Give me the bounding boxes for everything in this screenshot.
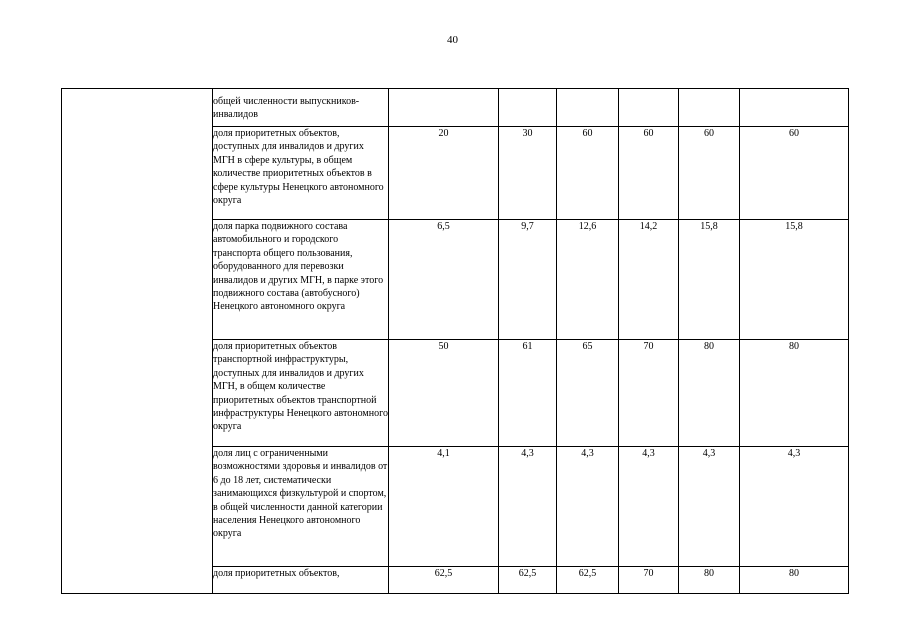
value-cell <box>557 89 619 127</box>
value-cell: 6,5 <box>389 220 499 340</box>
value-cell: 62,5 <box>389 567 499 594</box>
indicator-name: общей численности выпускников-инвалидов <box>213 89 389 127</box>
value-cell <box>619 89 679 127</box>
value-cell: 9,7 <box>499 220 557 340</box>
value-cell: 4,3 <box>557 447 619 567</box>
value-cell: 70 <box>619 567 679 594</box>
value-cell: 12,6 <box>557 220 619 340</box>
value-cell: 80 <box>740 567 849 594</box>
value-cell <box>499 89 557 127</box>
value-cell <box>679 89 740 127</box>
merged-blank-cell <box>62 89 213 594</box>
value-cell: 4,3 <box>740 447 849 567</box>
value-cell: 4,3 <box>679 447 740 567</box>
value-cell: 60 <box>557 127 619 220</box>
indicator-name: доля приоритетных объектов, <box>213 567 389 594</box>
indicator-name: доля парка подвижного состава автомобильного и городского транспорта общего пользования, оборудованного для перевозки инвалидов и других МГН, в парке этого подвижного состава (автобусного) Ненецкого автономного округа <box>213 220 389 340</box>
value-cell <box>389 89 499 127</box>
value-cell: 62,5 <box>557 567 619 594</box>
value-cell: 80 <box>740 340 849 447</box>
value-cell: 62,5 <box>499 567 557 594</box>
value-cell: 60 <box>619 127 679 220</box>
value-cell: 70 <box>619 340 679 447</box>
value-cell: 15,8 <box>679 220 740 340</box>
indicator-name: доля приоритетных объектов транспортной инфраструктуры, доступных для инвалидов и других МГН, в общем количестве приоритетных объектов транспортной инфраструктуры Ненецкого автономного округа <box>213 340 389 447</box>
value-cell: 60 <box>679 127 740 220</box>
value-cell: 65 <box>557 340 619 447</box>
page-number: 40 <box>447 34 458 46</box>
value-cell: 15,8 <box>740 220 849 340</box>
indicator-name: доля приоритетных объектов, доступных для инвалидов и других МГН в сфере культуры, в общем количестве приоритетных объектов в сфере культуры Ненецкого автономного округа <box>213 127 389 220</box>
table-row <box>62 89 849 127</box>
value-cell <box>740 89 849 127</box>
value-cell: 4,1 <box>389 447 499 567</box>
value-cell: 60 <box>740 127 849 220</box>
value-cell: 20 <box>389 127 499 220</box>
indicators-table <box>61 88 849 594</box>
value-cell: 14,2 <box>619 220 679 340</box>
value-cell: 80 <box>679 340 740 447</box>
value-cell: 80 <box>679 567 740 594</box>
value-cell: 61 <box>499 340 557 447</box>
value-cell: 50 <box>389 340 499 447</box>
value-cell: 30 <box>499 127 557 220</box>
value-cell: 4,3 <box>499 447 557 567</box>
value-cell: 4,3 <box>619 447 679 567</box>
indicator-name: доля лиц с ограниченными возможностями здоровья и инвалидов от 6 до 18 лет, систематически занимающихся физкультурой и спортом, в общей численности данной категории населения Ненецкого автономного округа <box>213 447 389 567</box>
